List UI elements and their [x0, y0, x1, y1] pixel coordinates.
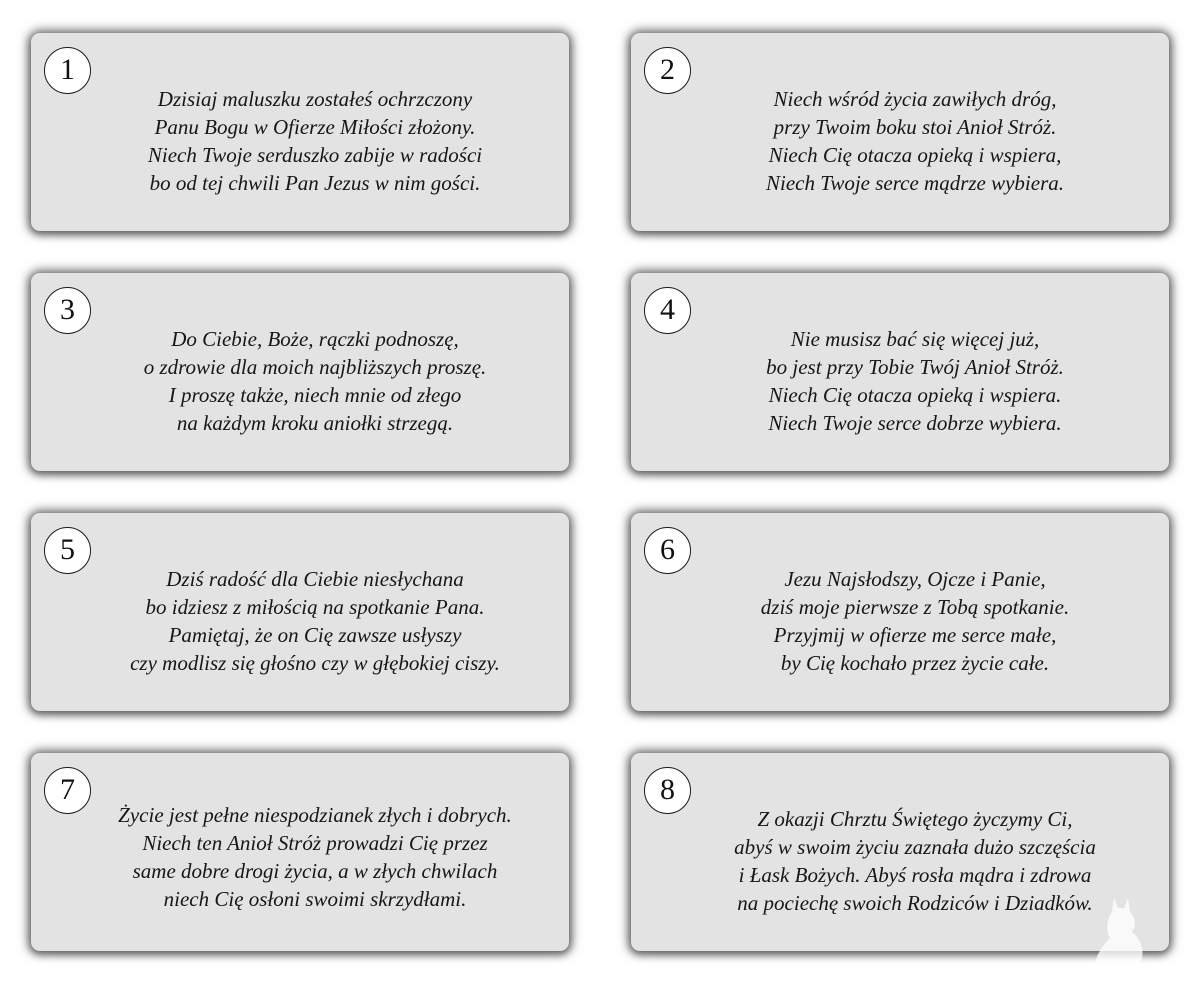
verse-text	[671, 273, 1159, 471]
card-number-badge: 3	[44, 287, 91, 334]
cat-silhouette-icon	[1052, 892, 1182, 984]
verse-card-6	[631, 513, 1169, 711]
verse-line: Niech Cię otacza opieką i wspiera.	[768, 383, 1062, 407]
verse-line: Niech Twoje serce mądrze wybiera.	[765, 171, 1065, 195]
verse-line: Niech Cię otacza opieką i wspiera,	[768, 143, 1062, 167]
verse-line: Niech Twoje serduszko zabije w radości	[147, 143, 483, 167]
verse-line: Dziś radość dla Ciebie niesłychana	[166, 567, 464, 591]
card-number-badge: 1	[44, 47, 91, 94]
verse-line: Panu Bogu w Ofierze Miłości złożony.	[154, 115, 476, 139]
verse-line: Niech wśród życia zawiłych dróg,	[773, 87, 1057, 111]
verse-line: by Cię kochało przez życie całe.	[780, 651, 1050, 675]
verse-line: i Łask Bożych. Abyś rosła mądra i zdrowa	[738, 863, 1092, 887]
verse-card-5	[31, 513, 569, 711]
card-number-badge: 7	[44, 767, 91, 814]
card-number-badge: 5	[44, 527, 91, 574]
verse-line: Życie jest pełne niespodzianek złych i dobrych.	[118, 803, 512, 827]
verse-line: bo idziesz z miłością na spotkanie Pana.	[145, 595, 485, 619]
verse-line: I proszę także, niech mnie od złego	[168, 383, 462, 407]
verse-line: dziś moje pierwsze z Tobą spotkanie.	[760, 595, 1070, 619]
verse-line: abyś w swoim życiu zaznała dużo szczęścia	[734, 835, 1096, 859]
verse-card-4	[631, 273, 1169, 471]
verse-line: Pamiętaj, że on Cię zawsze usłyszy	[168, 623, 462, 647]
verse-card-3	[31, 273, 569, 471]
watermark-text: BUBAKLARA	[1077, 973, 1157, 984]
verse-line: Nie musisz bać się więcej już,	[790, 327, 1040, 351]
verse-text	[71, 513, 559, 711]
verse-line: bo jest przy Tobie Twój Anioł Stróż.	[766, 355, 1064, 379]
verse-text	[671, 513, 1159, 711]
verse-line: Z okazji Chrztu Świętego życzymy Ci,	[757, 807, 1073, 831]
verse-card-7	[31, 753, 569, 951]
verse-line: Do Ciebie, Boże, rączki podnoszę,	[171, 327, 459, 351]
verse-line: czy modlisz się głośno czy w głębokiej ciszy.	[130, 651, 500, 675]
verse-text	[71, 33, 559, 231]
verse-line: Jezu Najsłodszy, Ojcze i Panie,	[784, 567, 1046, 591]
verse-text	[71, 273, 559, 471]
card-number-badge: 2	[644, 47, 691, 94]
verse-line: same dobre drogi życia, a w złych chwilach	[132, 859, 498, 883]
verse-line: Przyjmij w ofierze me serce małe,	[773, 623, 1057, 647]
verse-line: bo od tej chwili Pan Jezus w nim gości.	[149, 171, 481, 195]
card-number-badge: 8	[644, 767, 691, 814]
verse-card-2	[631, 33, 1169, 231]
verse-line: Niech Twoje serce dobrze wybiera.	[768, 411, 1062, 435]
verse-line: na każdym kroku aniołki strzegą.	[176, 411, 454, 435]
verse-line: przy Twoim boku stoi Anioł Stróż.	[773, 115, 1057, 139]
verse-line: niech Cię osłoni swoimi skrzydłami.	[163, 887, 467, 911]
card-number-badge: 6	[644, 527, 691, 574]
verse-card-1	[31, 33, 569, 231]
card-number-badge: 4	[644, 287, 691, 334]
verse-line: na pociechę swoich Rodziców i Dziadków.	[737, 891, 1093, 915]
verse-line: Dzisiaj maluszku zostałeś ochrzczony	[157, 87, 473, 111]
verse-line: Niech ten Anioł Stróż prowadzi Cię przez	[142, 831, 488, 855]
verse-text	[71, 753, 559, 951]
verse-text	[671, 33, 1159, 231]
verse-line: o zdrowie dla moich najbliższych proszę.	[143, 355, 487, 379]
